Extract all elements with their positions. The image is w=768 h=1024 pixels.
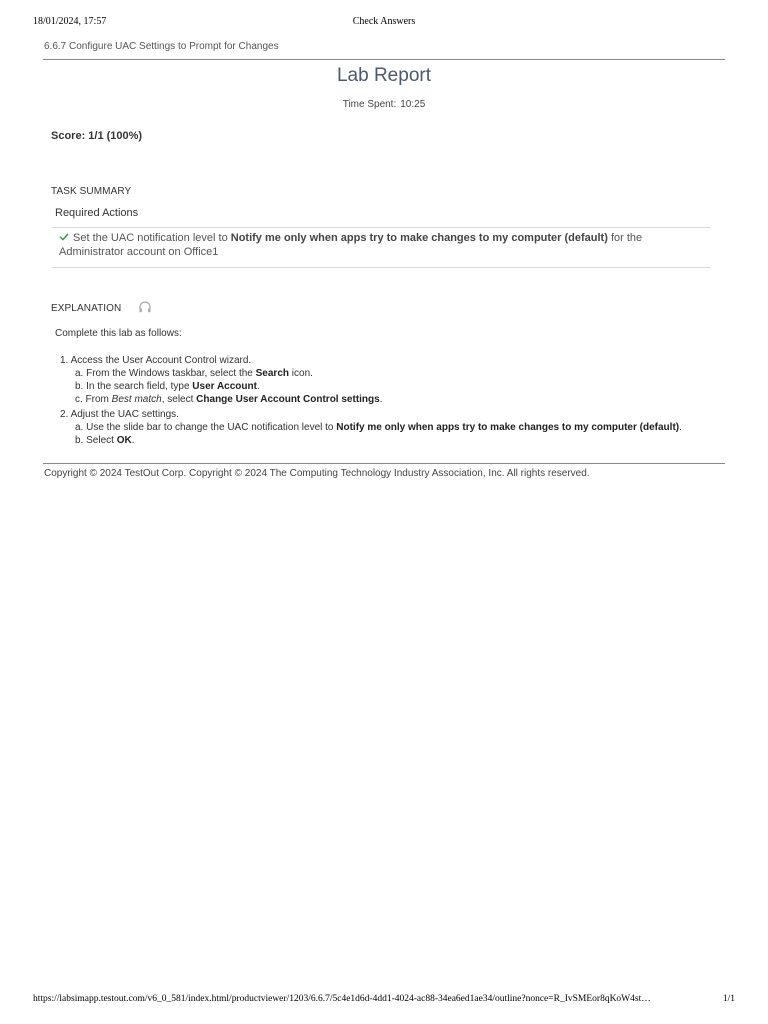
substep-bold: User Account (192, 381, 257, 392)
required-action-text-bold: Notify me only when apps try to make changes to my computer (default) (230, 232, 608, 244)
headphone-icon[interactable] (138, 300, 152, 314)
time-spent-value: 10:25 (400, 99, 426, 110)
explanation-heading: EXPLANATION (51, 303, 122, 314)
substep-bold: Search (255, 368, 289, 379)
substep-text: c. From (75, 394, 109, 405)
substep-bold: OK (116, 435, 132, 446)
print-url: https://labsimapp.testout.com/v6_0_581/index.html/productviewer/1203/6.6.7/5c4e1d6d-4dd1-4024-ac88-34ea6ed1ae34/outline?nonce=R_IvSMEor8qKoW4st… (33, 994, 651, 1004)
print-page-title: Check Answers (352, 16, 416, 27)
substep-text: . (256, 381, 260, 392)
substep-text: icon. (291, 368, 313, 379)
step-2 (60, 408, 740, 447)
copyright: Copyright © 2024 TestOut Corp. Copyright © 2024 The Computing Technology Industry Association, Inc. All rights reserved. (44, 468, 590, 479)
step-text: Access the User Account Control wizard. (70, 355, 252, 366)
substep-text: a. Use the slide bar to change the UAC notification level to (75, 422, 334, 433)
explanation-intro: Complete this lab as follows: (55, 328, 182, 339)
substep-italic: Best match (111, 394, 162, 405)
steps-list (60, 354, 740, 449)
substep (75, 393, 740, 406)
substep-text: b. Select (75, 435, 114, 446)
header-divider (43, 59, 725, 60)
substep (75, 434, 740, 447)
breadcrumb: 6.6.7 Configure UAC Settings to Prompt for Changes (44, 41, 279, 52)
check-icon (59, 232, 69, 242)
divider (52, 227, 710, 228)
print-timestamp: 18/01/2024, 17:57 (33, 16, 107, 27)
required-actions-label: Required Actions (55, 207, 139, 219)
substep-text: b. In the search field, type (75, 381, 190, 392)
substep-bold: Change User Account Control settings (196, 394, 380, 405)
substep-text: . (131, 435, 135, 446)
print-footer (33, 994, 735, 1008)
step-number: 1. (60, 355, 69, 366)
step-number: 2. (60, 409, 69, 420)
divider (52, 267, 710, 268)
footer-divider (43, 463, 725, 464)
task-summary-heading: TASK SUMMARY (51, 186, 132, 197)
substep (75, 367, 740, 380)
substep (75, 421, 740, 434)
substep-text: , select (161, 394, 194, 405)
step-1 (60, 354, 740, 406)
print-page-number: 1/1 (722, 994, 735, 1004)
time-spent-label: Time Spent: (342, 99, 397, 110)
substep-text: . (679, 422, 682, 433)
page-title: Lab Report (336, 65, 431, 86)
required-action-text-post: for the Administrator account on Office1 (59, 232, 643, 258)
substep-text: a. From the Windows taskbar, select the (75, 368, 253, 379)
required-action-item (59, 231, 709, 259)
print-header (33, 16, 735, 30)
score: Score: 1/1 (100%) (51, 130, 143, 142)
substep (75, 380, 740, 393)
time-spent (0, 99, 768, 110)
required-action-text-pre: Set the UAC notification level to (73, 232, 228, 244)
substep-text: . (379, 394, 383, 405)
substep-bold: Notify me only when apps try to make changes to my computer (default) (336, 422, 680, 433)
step-text: Adjust the UAC settings. (70, 409, 179, 420)
